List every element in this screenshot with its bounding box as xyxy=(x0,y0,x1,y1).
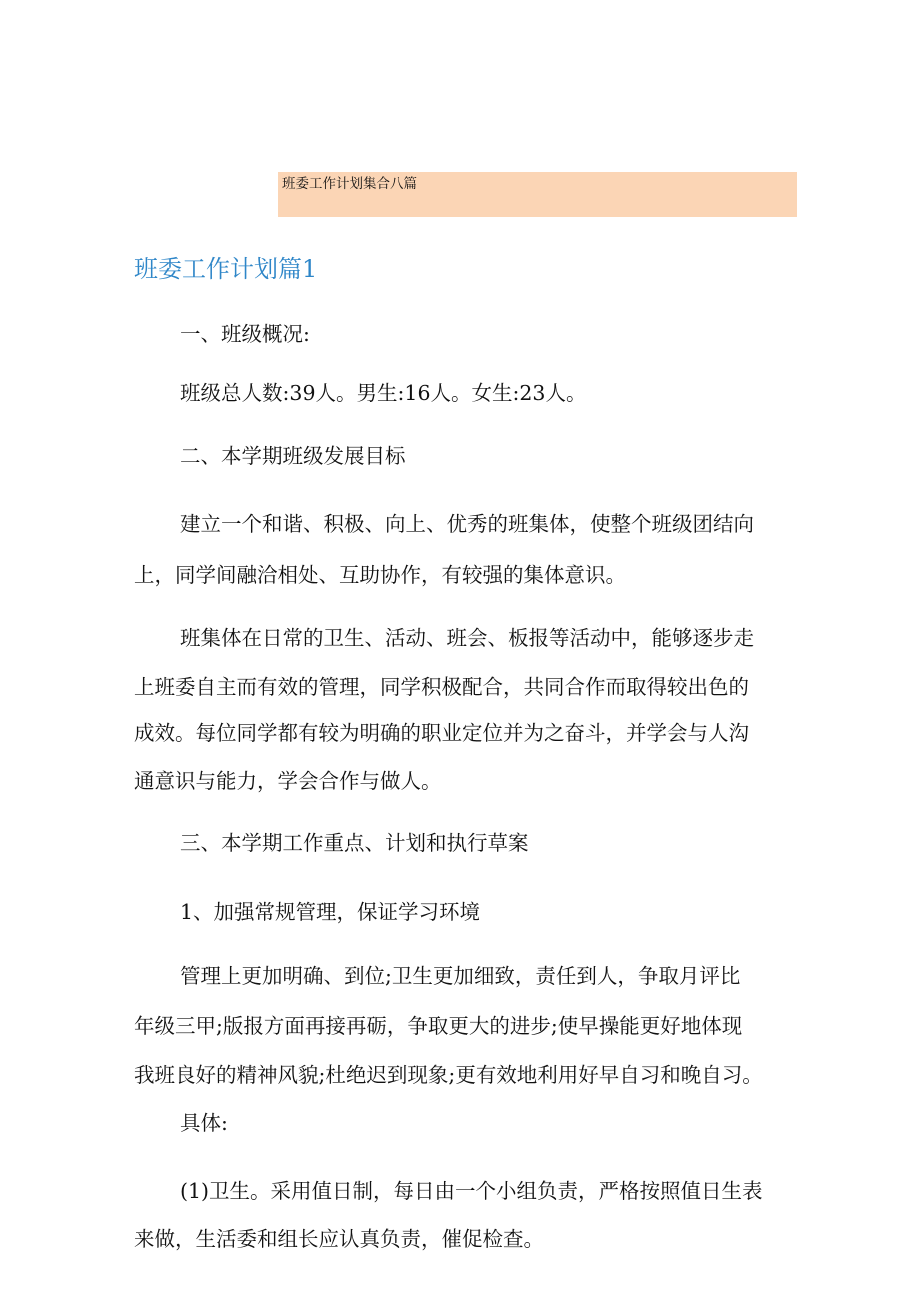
paragraph-line-17: 来做，生活委和组长应认真负责，催促检查。 xyxy=(134,1227,544,1251)
paragraph-line-4: 建立一个和谐、积极、向上、优秀的班集体，使整个班级团结向 xyxy=(180,512,754,536)
section-heading: 班委工作计划篇1 xyxy=(134,255,318,283)
paragraph-line-12: 管理上更加明确、到位;卫生更加细致，责任到人，争取月评比 xyxy=(180,964,741,988)
paragraph-line-15: 具体: xyxy=(180,1111,228,1135)
banner-title: 班委工作计划集合八篇 xyxy=(282,176,417,192)
paragraph-line-16: (1)卫生。采用值日制，每日由一个小组负责，严格按照值日生表 xyxy=(180,1179,763,1203)
paragraph-line-3: 二、本学期班级发展目标 xyxy=(180,444,406,468)
paragraph-line-1: 一、班级概况: xyxy=(180,322,310,346)
paragraph-line-6: 班集体在日常的卫生、活动、班会、板报等活动中，能够逐步走 xyxy=(180,626,754,650)
paragraph-line-11: 1、加强常规管理，保证学习环境 xyxy=(180,900,481,924)
paragraph-line-2: 班级总人数:39人。男生:16人。女生:23人。 xyxy=(180,381,587,405)
paragraph-line-5: 上，同学间融洽相处、互助协作，有较强的集体意识。 xyxy=(134,563,626,587)
document-banner xyxy=(278,172,797,217)
paragraph-line-9: 通意识与能力，学会合作与做人。 xyxy=(134,769,442,793)
paragraph-line-8: 成效。每位同学都有较为明确的职业定位并为之奋斗，并学会与人沟 xyxy=(134,721,749,745)
paragraph-line-10: 三、本学期工作重点、计划和执行草案 xyxy=(180,831,529,855)
paragraph-line-14: 我班良好的精神风貌;杜绝迟到现象;更有效地利用好早自习和晚自习。 xyxy=(134,1063,763,1087)
paragraph-line-13: 年级三甲;版报方面再接再砺，争取更大的进步;使早操能更好地体现 xyxy=(134,1014,743,1038)
paragraph-line-7: 上班委自主而有效的管理，同学积极配合，共同合作而取得较出色的 xyxy=(134,675,749,699)
